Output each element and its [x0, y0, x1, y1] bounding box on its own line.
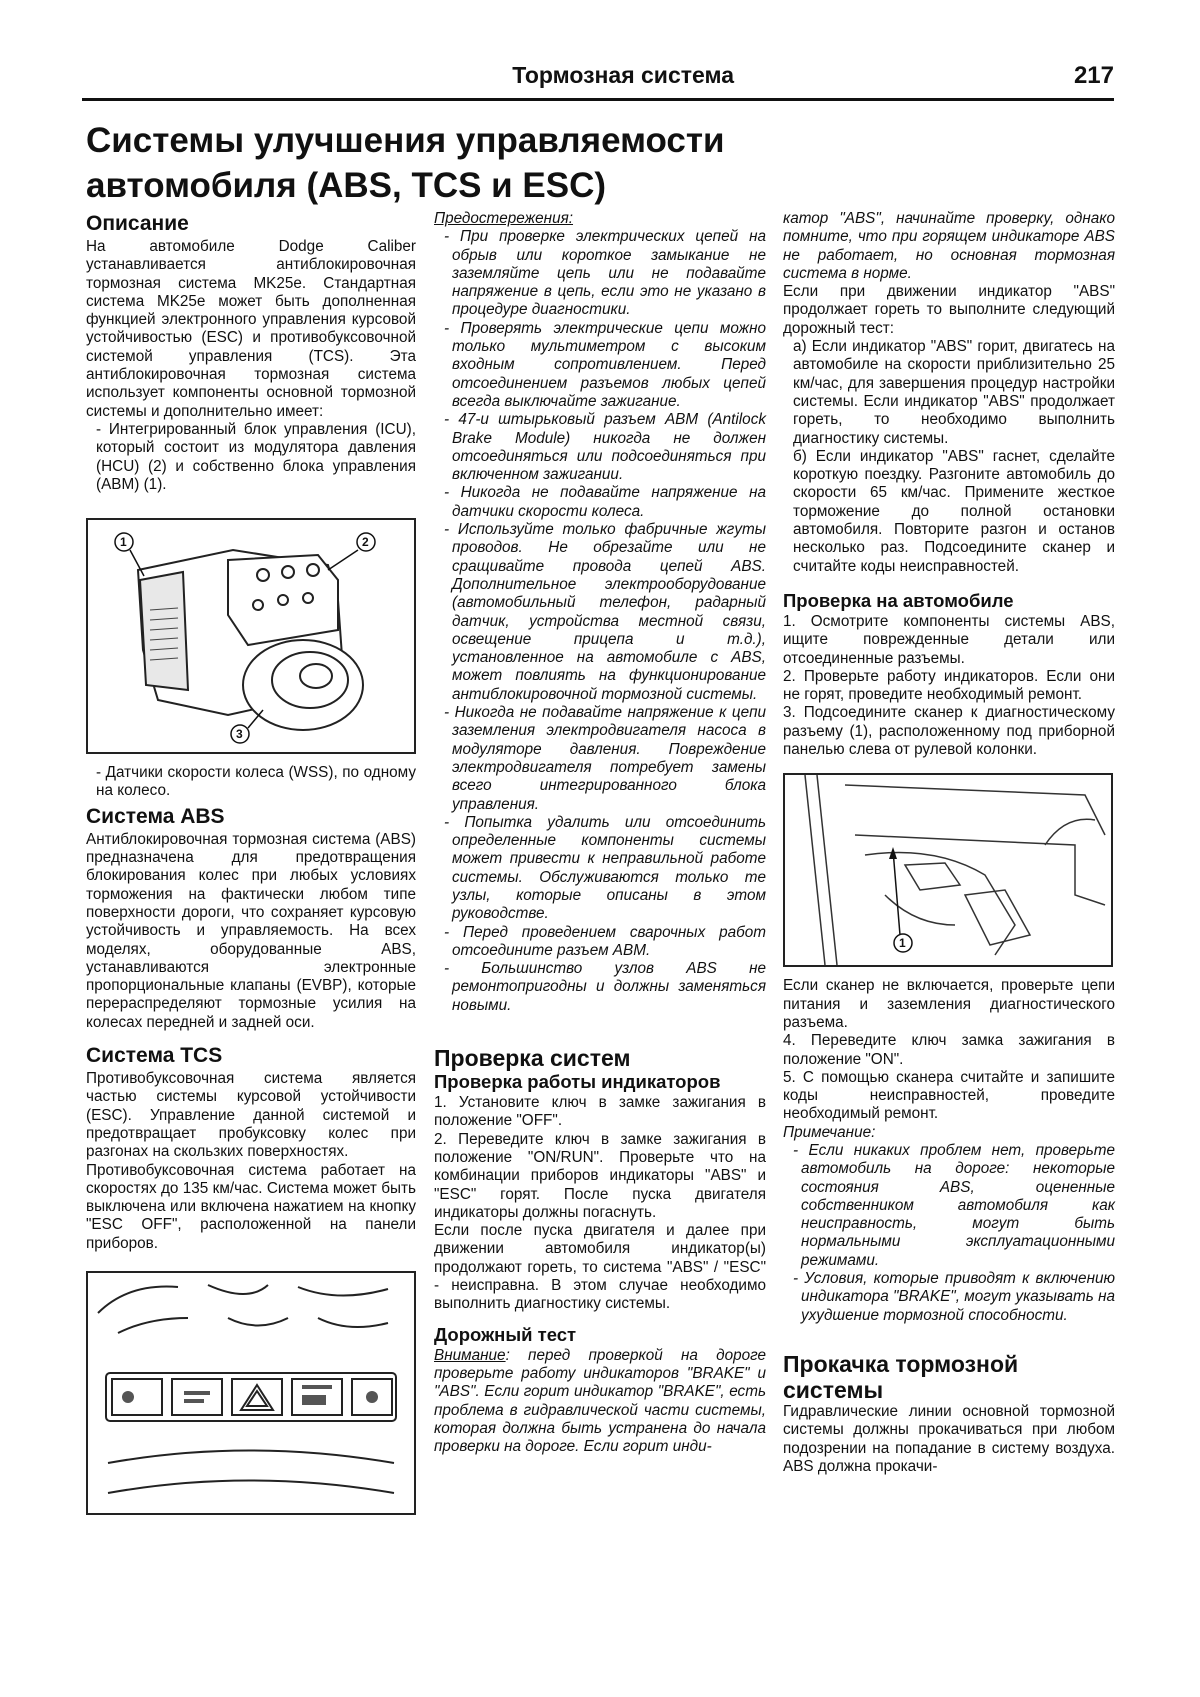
warnings-label: Предостережения: — [434, 210, 574, 227]
header-rule — [82, 98, 1114, 101]
figure-dashboard-buttons — [86, 1271, 416, 1515]
paragraph: 5. С помощью сканера считайте и запишите коды неисправностей, проведите необходимый ремонт. — [783, 1068, 1115, 1123]
attention-label: Внимание — [434, 1346, 506, 1364]
callout-label-1: 1 — [899, 936, 906, 951]
paragraph: Антиблокировочная тормозная система (ABS) предназначена для предотвращения блокирования колес при любых условиях торможения на фактически любом типе поверхности дороги, что сохраняет курсовую устойчивость и управляемость. На всех моделях, оборудованные ABS, устанавливаются электронные пропорциональные клапаны (EVBP), которые перераспределяют тормозные усилия на колесах передней и задней оси. — [86, 830, 416, 1031]
figure-diagnostic-connector — [783, 773, 1113, 967]
attention-text: : перед проверкой на дороге проверьте работу индикаторов "BRAKE" и "ABS". Если горит индикатор "BRAKE", есть проблема в гидравлической части системы, которая должна быть устранена до начала проверки на дороге. Если горит инди- — [434, 1346, 766, 1456]
heading-system-check: Проверка систем — [434, 1045, 631, 1072]
section-title: Тормозная система — [512, 62, 734, 88]
paragraph: 1. Осмотрите компоненты системы ABS, ищите поврежденные детали или отсоединенные разъемы. — [783, 612, 1115, 667]
note-item: - Если никаких проблем нет, проверьте автомобиль на дороге: некоторые состояния ABS, оцененные собственником автомобиля как неисправность, могут быть нормальными эксплуатационными режимами. — [793, 1141, 1115, 1269]
paragraph: 2. Проверьте работу индикаторов. Если они не горят, проведите необходимый ремонт. — [783, 667, 1115, 704]
paragraph: Если после пуска двигателя и далее при движении автомобиля индикатор(ы) продолжают гореть, то система "ABS" / "ESC" - неисправна. В этом случае необходимо выполнить диагностику системы. — [434, 1222, 766, 1313]
column-1 — [86, 212, 416, 1515]
page-header — [82, 62, 1114, 96]
attention-paragraph — [434, 1347, 766, 1457]
warning-item: - Проверять электрические цепи можно только мультиметром с высоким входным сопротивлением. Перед отсоединением разъемов любых цепей всегда выключайте зажигание. — [444, 319, 766, 410]
paragraph: 2. Переведите ключ в замке зажигания в положение "ON/RUN". Проверьте что на комбинации приборов индикаторы "ABS" и "ESC" горят. После пуска двигателя индикаторы должны погаснуть. — [434, 1130, 766, 1221]
connector-drawing — [785, 775, 1111, 965]
note-label: Примечание: — [783, 1123, 876, 1141]
heading-vehicle-check: Проверка на автомобиле — [783, 589, 1014, 611]
heading-abs: Система ABS — [86, 804, 225, 828]
figure-abs-unit — [86, 518, 416, 754]
heading-tcs: Система TCS — [86, 1044, 223, 1068]
warning-item: - Попытка удалить или отсоединить определенные компоненты системы может привести к неправильной работе системы. Обслуживаются только те узлы, которые описаны в этом руководстве. — [444, 813, 766, 923]
heading-indicator-check: Проверка работы индикаторов — [434, 1071, 721, 1093]
warning-item: - Перед проведением сварочных работ отсоедините разъем ABM. — [444, 923, 766, 959]
column-2 — [434, 210, 766, 1456]
heading-description: Описание — [86, 212, 189, 235]
note-item: - Условия, которые приводят к включению индикатора "BRAKE", могут указывать на ухудшение тормозной способности. — [793, 1270, 1115, 1324]
callout-label-2: 2 — [362, 535, 369, 550]
paragraph: Если при движении индикатор "ABS" продолжает гореть то выполните следующий дорожный тест: — [783, 283, 1115, 337]
warning-item: - Используйте только фабричные жгуты проводов. Не обрезайте или не сращивайте провода цепей ABS. Дополнительное электрооборудование (автомобильный телефон, радарный датчик, устройства местной связи, освещение прицепа и т.д.), установленное на автомобиле с ABS, может повлиять на функционирование антиблокировочной тормозной системы. — [444, 521, 766, 703]
paragraph: Если сканер не включается, проверьте цепи питания и заземления диагностического разъема. — [783, 977, 1115, 1031]
warning-item: - 47-и штырьковый разъем ABM (Antilock Brake Module) никогда не должен отсоединяться или подсоединяться при включенном зажигании. — [444, 411, 766, 484]
warning-item: - Никогда не подавайте напряжение на датчики скорости колеса. — [444, 484, 766, 520]
paragraph: 3. Подсоедините сканер к диагностическому разъему (1), расположенному под приборной панелью слева от рулевой колонки. — [783, 704, 1115, 759]
warning-item: - Большинство узлов ABS не ремонтопригодны и должны заменяться новыми. — [444, 960, 766, 1014]
paragraph: б) Если индикатор "ABS" гаснет, сделайте короткую поездку. Разгоните автомобиль до скорости 65 км/час. Примените жесткое торможение до полной остановки автомобиля. Повторите разгон и останов несколько раз. Подсоедините сканер и считайте коды неисправностей. — [793, 447, 1115, 575]
paragraph: катор "ABS", начинайте проверку, однако помните, что при горящем индикаторе ABS не работает, но основная тормозная система в норме. — [783, 210, 1115, 282]
paragraph: Гидравлические линии основной тормозной системы должны прокачиваться при любом подозрении на попадание в систему воздуха. ABS должна прокачи- — [783, 1402, 1115, 1475]
column-3 — [783, 210, 1115, 1476]
paragraph: - Датчики скорости колеса (WSS), по одному на колесо. — [96, 764, 416, 800]
heading-bleeding: Прокачка тормозной системы — [783, 1350, 1019, 1403]
paragraph: 4. Переведите ключ замка зажигания в положение "ON". — [783, 1032, 1115, 1068]
warning-item: - При проверке электрических цепей на обрыв или короткое замыкание не заземляйте цепь или не подавайте напряжение в цепь, если это не указано в процедуре диагностики. — [444, 228, 766, 319]
warning-item: - Никогда не подавайте напряжение к цепи заземления электродвигателя насоса в модуляторе давления. Повреждение электродвигателя потребует замены всего интегрированного блока управления. — [444, 704, 766, 813]
paragraph: Противобуксовочная система работает на скоростях до 135 км/час. Система может быть выключена или включена нажатием на кнопку "ESC OFF", расположенной на панели приборов. — [86, 1161, 416, 1252]
callout-label-1: 1 — [120, 535, 127, 550]
paragraph: Противобуксовочная система является частью системы курсовой устойчивости (ESC). Управление данной системой и предотвращает пробуксовку колес при разгонах на скользких поверхностях. — [86, 1070, 416, 1161]
dashboard-drawing — [88, 1273, 414, 1513]
paragraph: - Интегрированный блок управления (ICU), который состоит из модулятора давления (HCU) (2) и собственно блока управления (ABM) (1). — [96, 420, 416, 493]
paragraph: а) Если индикатор "ABS" горит, двигатесь на автомобиле на скорости приблизительно 25 км/час, для завершения процедур настройки системы. Если индикатор "ABS" продолжает гореть, то необходимо выполнить диагностику системы. — [793, 338, 1115, 447]
page-number: 217 — [1073, 62, 1114, 89]
heading-road-test: Дорожный тест — [434, 1323, 577, 1345]
abs-unit-drawing — [88, 520, 414, 752]
main-title: Системы улучшения управляемости автомобиля (ABS, TCS и ESC) — [86, 121, 725, 205]
paragraph: 1. Установите ключ в замке зажигания в положение "OFF". — [434, 1094, 766, 1130]
paragraph: На автомобиле Dodge Caliber устанавливается антиблокировочная тормозная система MK25e. Стандартная система MK25e может быть дополненная функцией электронного управления курсовой устойчивостью (ESC) и противобуксовочной системой управления (TCS). Эта антиблокировочная тормозная система использует компоненты основной тормозной системы и дополнительно имеет: — [86, 238, 416, 420]
callout-label-3: 3 — [236, 727, 243, 742]
